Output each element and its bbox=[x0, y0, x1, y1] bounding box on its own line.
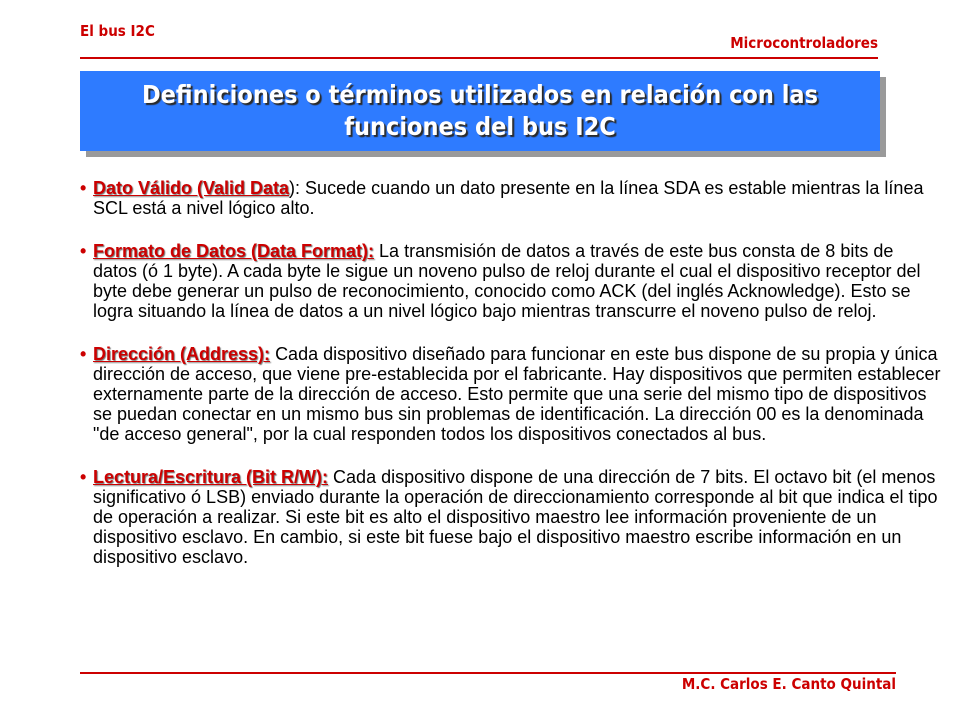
slide-title-line-1: Definiciones o términos utilizados en relación con las bbox=[142, 80, 818, 109]
definition-separator: ): bbox=[289, 178, 306, 198]
bullet-icon: • bbox=[80, 467, 87, 487]
footer-author: M.C. Carlos E. Canto Quintal bbox=[681, 675, 896, 693]
definition-item-data-format bbox=[80, 241, 942, 321]
slide-title bbox=[142, 79, 818, 143]
definitions-list bbox=[80, 178, 942, 590]
definition-term: Formato de Datos (Data Format): bbox=[93, 241, 375, 261]
bullet-icon: • bbox=[80, 178, 87, 198]
definition-term: Dirección (Address): bbox=[93, 344, 271, 364]
definition-text: La transmisión de datos a través de este bus consta de 8 bits de datos (ó 1 byte). A cada byte le sigue un noveno pulso de reloj durante el cual el dispositivo receptor del byte debe generar un pulso de reconocimiento, conocido como ACK (del inglés Acknowledge). Esto se logra situando la línea de datos a un nivel lógico bajo mientras transcurre el noveno pulso de reloj. bbox=[93, 241, 921, 321]
definition-text: Cada dispositivo diseñado para funcionar en este bus dispone de su propia y única dirección de acceso, que viene pre-establecida por el fabricante. Hay dispositivos que permiten establecer externamente parte de la dirección de acceso. Esto permite que una serie del mismo tipo de dispositivos se puedan conectar en un mismo bus sin problemas de identificación. La dirección 00 es la denominada "de acceso general", por la cual responden todos los dispositivos conectados al bus. bbox=[93, 344, 941, 444]
definition-text: Cada dispositivo dispone de una dirección de 7 bits. El octavo bit (el menos significativo ó LSB) enviado durante la operación de direccionamiento corresponde al bit que indica el tipo de operación a realizar. Si este bit es alto el dispositivo maestro lee información proveniente de un dispositivo esclavo. En cambio, si este bit fuese bajo el dispositivo maestro escribe información en un dispositivo esclavo. bbox=[93, 467, 938, 567]
bullet-icon: • bbox=[80, 344, 87, 364]
slide-title-line-2: funciones del bus I2C bbox=[344, 112, 616, 141]
slide-title-box bbox=[80, 71, 880, 151]
header-course-topic: El bus I2C bbox=[80, 22, 155, 40]
header-divider bbox=[80, 57, 878, 59]
definition-term: Dato Válido (Valid Data bbox=[93, 178, 290, 198]
definition-item-read-write bbox=[80, 467, 942, 567]
definition-text: Sucede cuando un dato presente en la línea SDA es estable mientras la línea SCL está a nivel lógico alto. bbox=[93, 178, 924, 218]
header-subject: Microcontroladores bbox=[730, 34, 878, 52]
definition-term: Lectura/Escritura (Bit R/W): bbox=[93, 467, 329, 487]
bullet-icon: • bbox=[80, 241, 87, 261]
footer-divider bbox=[80, 672, 896, 674]
definition-item-valid-data bbox=[80, 178, 942, 218]
definition-item-address bbox=[80, 344, 942, 444]
